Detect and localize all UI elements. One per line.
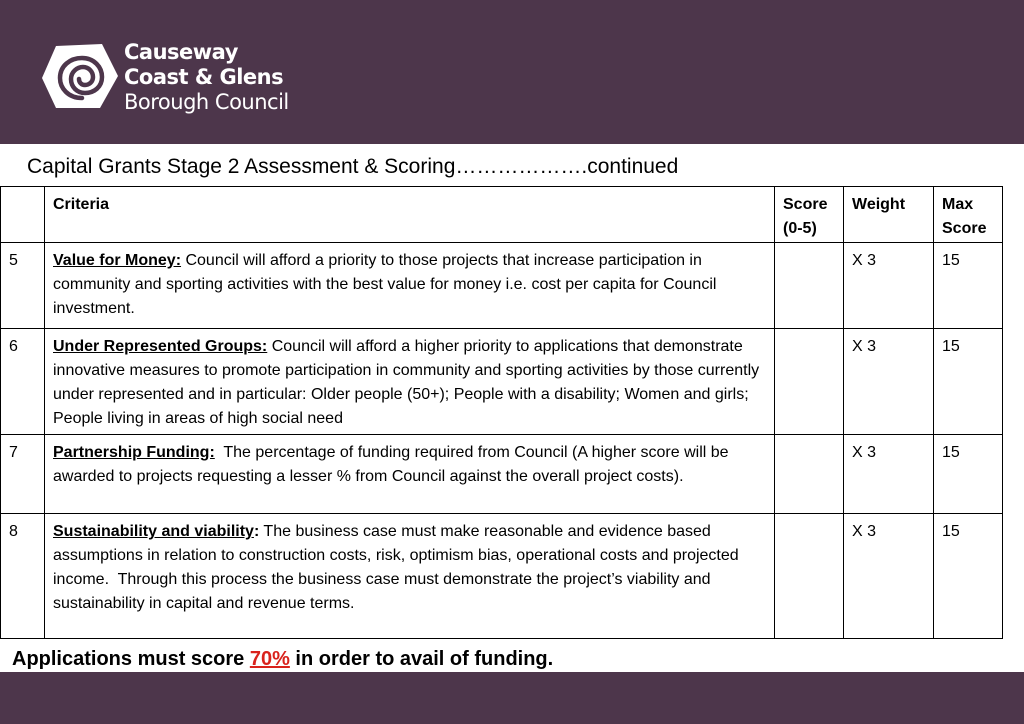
criteria-title — [53, 523, 259, 540]
footer-banner — [0, 672, 1024, 724]
score-cell — [775, 243, 844, 329]
criteria-text: Council will afford a priority to those projects that increase participation in community and sporting activities with the best value for money i.e. cost per capita for Council investment. — [53, 252, 717, 317]
criteria-title-colon: : — [253, 523, 260, 540]
criteria-text: Council will afford a higher priority to applications that demonstrate innovative measures to promote participation in community and sporting activities by those currently under represented and in particular: Older people (50+); People with a disability; Women and girls; People living in areas of high social need — [53, 338, 760, 427]
score-cell — [775, 329, 844, 435]
criteria-text: The business case must make reasonable and evidence based assumptions in relation to construction costs, risk, optimism bias, operational costs and projected income. Through this process the business case must demonstrate the project’s viability and sustainability in capital and revenue terms. — [53, 523, 744, 612]
header-max-score — [934, 187, 1003, 243]
score-cell — [775, 514, 844, 639]
note-before: Applications must score — [12, 648, 250, 670]
logo-line-coast-glens: Coast & Glens — [124, 65, 284, 89]
header-score-line2: (0-5) — [783, 220, 817, 237]
spiral-hexagon-icon — [42, 42, 118, 110]
logo-line-borough-council: Borough Council — [124, 90, 289, 114]
criteria-title-underlined: Sustainability and viability — [53, 523, 254, 540]
table-row — [1, 435, 1003, 514]
row-number: 5 — [1, 243, 45, 329]
threshold-percent: 70% — [249, 648, 290, 670]
logo-line-causeway: Causeway — [124, 40, 238, 64]
score-cell — [775, 435, 844, 514]
weight-cell: X 3 — [844, 435, 934, 514]
weight-cell: X 3 — [844, 243, 934, 329]
criteria-cell — [45, 514, 775, 639]
header-max-line1: Max — [942, 196, 974, 213]
row-number: 7 — [1, 435, 45, 514]
weight-cell: X 3 — [844, 514, 934, 639]
weight-cell: X 3 — [844, 329, 934, 435]
header-number-cell — [1, 187, 45, 243]
note-after: in order to avail of funding. — [289, 648, 554, 670]
funding-threshold-note — [12, 648, 553, 671]
assessment-table — [0, 186, 1003, 639]
page-title: Capital Grants Stage 2 Assessment & Scoring……………….continued — [27, 155, 679, 178]
table-row — [1, 514, 1003, 639]
header-banner — [0, 0, 1024, 144]
header-score — [775, 187, 844, 243]
council-logo-text — [124, 40, 289, 115]
header-weight: Weight — [844, 187, 934, 243]
max-score-cell: 15 — [934, 329, 1003, 435]
criteria-title: Partnership Funding: — [53, 444, 215, 461]
criteria-title: Under Represented Groups: — [53, 338, 268, 355]
max-score-cell: 15 — [934, 514, 1003, 639]
criteria-text: The percentage of funding required from Council (A higher score will be awarded to projects requesting a lesser % from Council against the overall project costs). — [53, 444, 733, 485]
header-score-line1: Score — [783, 196, 828, 213]
criteria-cell — [45, 243, 775, 329]
criteria-cell — [45, 329, 775, 435]
row-number: 6 — [1, 329, 45, 435]
header-max-line2: Score — [942, 220, 987, 237]
criteria-cell — [45, 435, 775, 514]
table-header-row — [1, 187, 1003, 243]
max-score-cell: 15 — [934, 243, 1003, 329]
row-number: 8 — [1, 514, 45, 639]
max-score-cell: 15 — [934, 435, 1003, 514]
criteria-title: Value for Money: — [53, 252, 182, 269]
table-row — [1, 329, 1003, 435]
table-row — [1, 243, 1003, 329]
header-criteria: Criteria — [45, 187, 775, 243]
